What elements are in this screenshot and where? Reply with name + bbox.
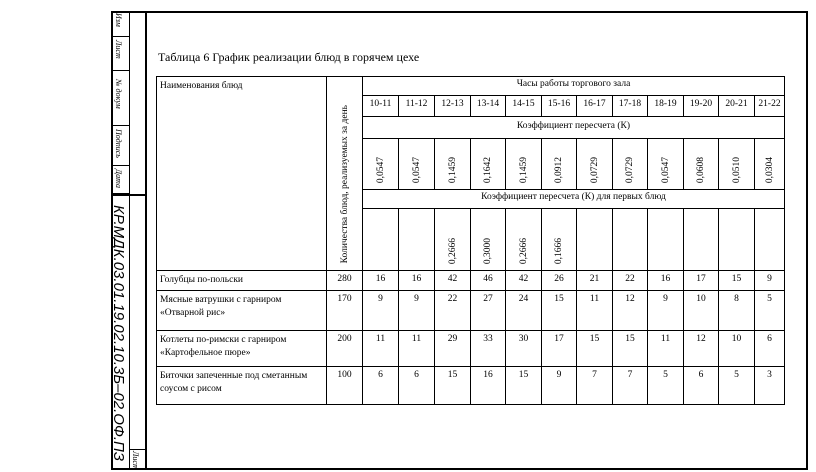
dish-quantity: 280 xyxy=(327,271,363,291)
first-coefficient-value: 0,2666 xyxy=(447,237,458,264)
dish-quantity: 100 xyxy=(327,367,363,405)
stamp-label-date: Дата xyxy=(114,169,123,188)
first-coefficient-cell xyxy=(542,209,577,271)
hour-value: 15 xyxy=(542,291,577,331)
first-coefficient-cell xyxy=(363,209,399,271)
dish-name: Голубцы по-польски xyxy=(157,271,327,291)
stamp-cell-signature xyxy=(111,126,129,166)
table-row xyxy=(157,367,785,405)
first-coefficient-cell xyxy=(399,209,435,271)
hour-cell: 16-17 xyxy=(577,96,613,117)
coefficient-value: 0,0608 xyxy=(696,156,706,183)
hour-cell: 14-15 xyxy=(506,96,542,117)
table-caption: Таблица 6 График реализации блюд в горячем цехе xyxy=(158,50,420,64)
hour-value: 15 xyxy=(435,367,471,405)
hour-value: 10 xyxy=(719,331,755,367)
header-quantity: Количества блюд, реализуемых за день xyxy=(339,104,350,263)
hour-value: 9 xyxy=(648,291,684,331)
stamp-label-doc-number: № докум xyxy=(114,79,123,109)
hour-value: 6 xyxy=(755,331,785,367)
sheet-label: Лист xyxy=(131,451,140,470)
stamp-cell-izm xyxy=(111,11,129,37)
coefficient-value: 0,1642 xyxy=(483,156,493,183)
coefficient-value: 0,0547 xyxy=(411,156,422,183)
stamp-cell-list xyxy=(111,37,129,71)
header-dish-name: Наименования блюд xyxy=(157,77,327,271)
dish-quantity: 200 xyxy=(327,331,363,367)
hour-cell: 10-11 xyxy=(363,96,399,117)
stamp-label-izm: Изм xyxy=(114,13,123,27)
sales-schedule-table xyxy=(156,76,785,405)
coefficient-cell xyxy=(542,139,577,190)
sheet-number-cell xyxy=(129,449,145,469)
hour-value: 15 xyxy=(506,367,542,405)
first-coefficient-cell xyxy=(613,209,648,271)
coefficient-value: 0,1459 xyxy=(447,156,458,183)
hour-value: 11 xyxy=(577,291,613,331)
coefficient-cell xyxy=(648,139,684,190)
coefficient-cell xyxy=(399,139,435,190)
coefficient-cell xyxy=(471,139,506,190)
first-coefficient-cell xyxy=(506,209,542,271)
coefficient-value: 0,0547 xyxy=(660,156,671,183)
hour-value: 12 xyxy=(613,291,648,331)
stamp-cell-doc-number xyxy=(111,71,129,126)
hour-value: 21 xyxy=(577,271,613,291)
coefficient-value: 0,0510 xyxy=(731,156,742,183)
hour-value: 5 xyxy=(755,291,785,331)
coefficient-cell xyxy=(577,139,613,190)
hour-cell: 15-16 xyxy=(542,96,577,117)
hour-cell: 18-19 xyxy=(648,96,684,117)
table-row xyxy=(157,331,785,367)
first-coefficient-cell xyxy=(755,209,785,271)
stamp-blank-column xyxy=(129,11,145,194)
coefficient-value: 0,0304 xyxy=(764,156,775,183)
hour-value: 16 xyxy=(399,271,435,291)
hour-value: 27 xyxy=(471,291,506,331)
coefficient-header: Коэффициент пересчета (К) xyxy=(363,117,785,139)
hour-cell: 11-12 xyxy=(399,96,435,117)
coefficient-cell xyxy=(684,139,719,190)
hour-value: 11 xyxy=(399,331,435,367)
stamp-label-list: Лист xyxy=(114,40,123,59)
hour-value: 15 xyxy=(577,331,613,367)
hour-cell: 17-18 xyxy=(613,96,648,117)
hour-value: 42 xyxy=(506,271,542,291)
hour-value: 22 xyxy=(435,291,471,331)
document-code: КР.МДК.03.01.19.02.10.3Б–02.ОФ.ПЗ xyxy=(110,205,127,462)
hour-cell: 20-21 xyxy=(719,96,755,117)
hour-value: 46 xyxy=(471,271,506,291)
first-coefficient-cell xyxy=(471,209,506,271)
hour-value: 16 xyxy=(648,271,684,291)
hour-value: 9 xyxy=(399,291,435,331)
coefficient-value: 0,0729 xyxy=(589,156,600,183)
dish-quantity: 170 xyxy=(327,291,363,331)
hour-value: 12 xyxy=(684,331,719,367)
coefficient-cell xyxy=(755,139,785,190)
first-coefficient-cell xyxy=(648,209,684,271)
hour-cell: 19-20 xyxy=(684,96,719,117)
first-coefficient-cell xyxy=(684,209,719,271)
hour-value: 17 xyxy=(542,331,577,367)
hour-value: 9 xyxy=(542,367,577,405)
hour-value: 9 xyxy=(755,271,785,291)
hour-value: 17 xyxy=(684,271,719,291)
table-row xyxy=(157,291,785,331)
dish-name: Котлеты по-римски с гарниром «Картофельное пюре» xyxy=(157,331,327,367)
hour-cell: 21-22 xyxy=(755,96,785,117)
header-hours: Часы работы торгового зала xyxy=(363,77,785,96)
first-coefficient-value: 0,3000 xyxy=(483,237,493,264)
hour-value: 33 xyxy=(471,331,506,367)
dish-name: Мясные ватрушки с гарниром «Отварной рис» xyxy=(157,291,327,331)
coefficient-value: 0,0547 xyxy=(375,156,386,183)
hour-value: 22 xyxy=(613,271,648,291)
hour-value: 16 xyxy=(363,271,399,291)
first-coefficient-value: 0,2666 xyxy=(518,237,529,264)
hour-value: 9 xyxy=(363,291,399,331)
coefficient-cell xyxy=(363,139,399,190)
hour-value: 6 xyxy=(684,367,719,405)
coefficient-cell xyxy=(613,139,648,190)
hour-value: 26 xyxy=(542,271,577,291)
first-coefficient-value: 0,1666 xyxy=(554,237,564,264)
hour-value: 24 xyxy=(506,291,542,331)
stamp-cell-date xyxy=(111,166,129,194)
hour-value: 29 xyxy=(435,331,471,367)
hour-value: 11 xyxy=(363,331,399,367)
hour-cell: 13-14 xyxy=(471,96,506,117)
hour-value: 15 xyxy=(613,331,648,367)
coefficient-cell xyxy=(435,139,471,190)
header-quantity-cell xyxy=(327,77,363,271)
hour-value: 42 xyxy=(435,271,471,291)
hour-value: 11 xyxy=(648,331,684,367)
stamp-divider xyxy=(111,194,145,196)
stamp-label-signature: Подпись xyxy=(114,129,123,158)
coefficient-cell xyxy=(719,139,755,190)
hour-value: 6 xyxy=(399,367,435,405)
hour-value: 6 xyxy=(363,367,399,405)
hour-value: 5 xyxy=(648,367,684,405)
first-course-coefficient-header: Коэффициент пересчета (К) для первых блюд xyxy=(363,190,785,209)
coefficient-value: 0,1459 xyxy=(518,156,529,183)
hour-value: 16 xyxy=(471,367,506,405)
hour-value: 7 xyxy=(613,367,648,405)
hour-value: 30 xyxy=(506,331,542,367)
hour-value: 7 xyxy=(577,367,613,405)
hour-value: 8 xyxy=(719,291,755,331)
coefficient-value: 0,0912 xyxy=(554,156,564,183)
table-row xyxy=(157,271,785,291)
coefficient-cell xyxy=(506,139,542,190)
coefficient-value: 0,0729 xyxy=(625,156,635,183)
hour-value: 5 xyxy=(719,367,755,405)
first-coefficient-cell xyxy=(577,209,613,271)
hour-value: 10 xyxy=(684,291,719,331)
first-coefficient-cell xyxy=(435,209,471,271)
first-coefficient-cell xyxy=(719,209,755,271)
dish-name: Биточки запеченные под сметанным соусом с рисом xyxy=(157,367,327,405)
hour-value: 15 xyxy=(719,271,755,291)
hour-cell: 12-13 xyxy=(435,96,471,117)
hour-value: 3 xyxy=(755,367,785,405)
